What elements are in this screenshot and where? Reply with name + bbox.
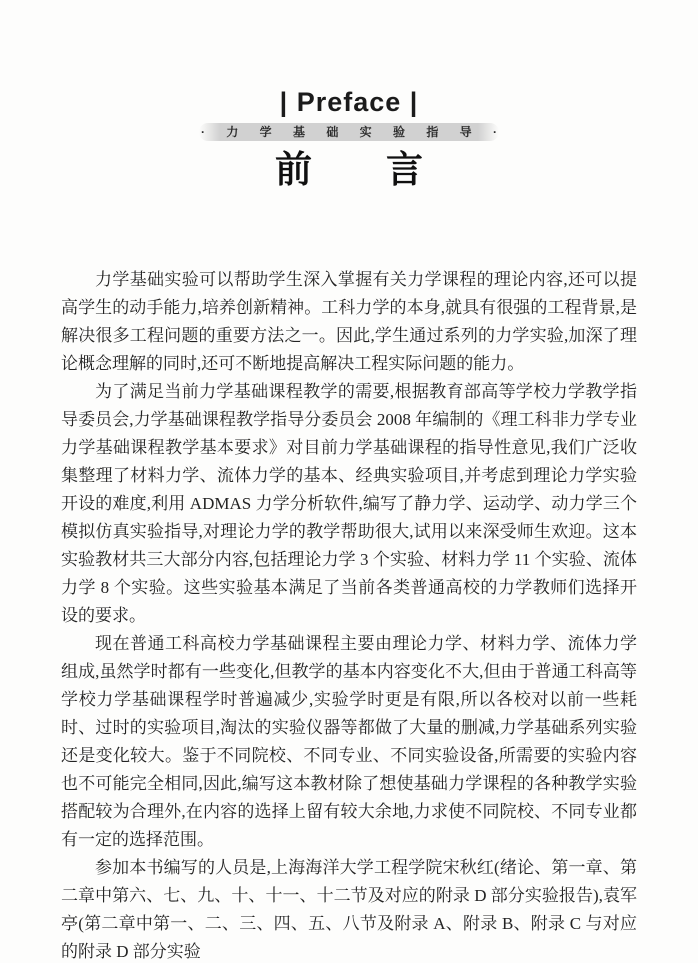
paragraph-2: 为了满足当前力学基础课程教学的需要,根据教育部高等学校力学教学指导委员会,力学基础课程教学指导分委员会 2008 年编制的《理工科非力学专业力学基础课程教学基本要求》对目前力学基础课程的指导性意见,我们广泛收集整理了材料力学、流体力学的基本、经典实验项目,并考虑到理论力学实验开设的难度,利用 ADMAS 力学分析软件,编写了静力学、运动学、动力学三个模拟仿真实验指导,对理论力学的教学帮助很大,试用以来深受师生欢迎。这本实验教材共三大部分内容,包括理论力学 3 个实验、材料力学 11 个实验、流体力学 8 个实验。这些实验基本满足了当前各类普通高校的力学教师们选择开设的要求。 xyxy=(61,382,637,625)
series-title: · 力 学 基 础 实 验 指 导 · xyxy=(201,125,497,139)
series-title-bar xyxy=(199,123,499,141)
page-title: 前 言 xyxy=(275,149,423,190)
preface-english-title: | Preface | xyxy=(279,87,419,117)
paragraph-4: 参加本书编写的人员是,上海海洋大学工程学院宋秋红(绪论、第一章、第二章中第六、七、九、十、十一、十二节及对应的附录 D 部分实验报告),袁军亭(第二章中第一、二、三、四、五、八节及附录 A、附录 B、附录 C 与对应的附录 D 部分实验 xyxy=(61,858,637,961)
preface-body xyxy=(61,266,637,963)
page-header xyxy=(0,0,698,190)
paragraph-1: 力学基础实验可以帮助学生深入掌握有关力学课程的理论内容,还可以提高学生的动手能力,培养创新精神。工科力学的本身,就具有很强的工程背景,是解决很多工程问题的重要方法之一。因此,学生通过系列的力学实验,加深了理论概念理解的同时,还可不断地提高解决工程实际问题的能力。 xyxy=(61,270,637,373)
paragraph-3: 现在普通工科高校力学基础课程主要由理论力学、材料力学、流体力学组成,虽然学时都有一些变化,但教学的基本内容变化不大,但由于普通工科高等学校力学基础课程学时普遍减少,实验学时更是有限,所以各校对以前一些耗时、过时的实验项目,淘汰的实验仪器等都做了大量的删减,力学基础系列实验还是变化较大。鉴于不同院校、不同专业、不同实验设备,所需要的实验内容也不可能完全相同,因此,编写这本教材除了想使基础力学课程的各种教学实验搭配较为合理外,在内容的选择上留有较大余地,力求使不同院校、不同专业都有一定的选择范围。 xyxy=(61,634,637,849)
